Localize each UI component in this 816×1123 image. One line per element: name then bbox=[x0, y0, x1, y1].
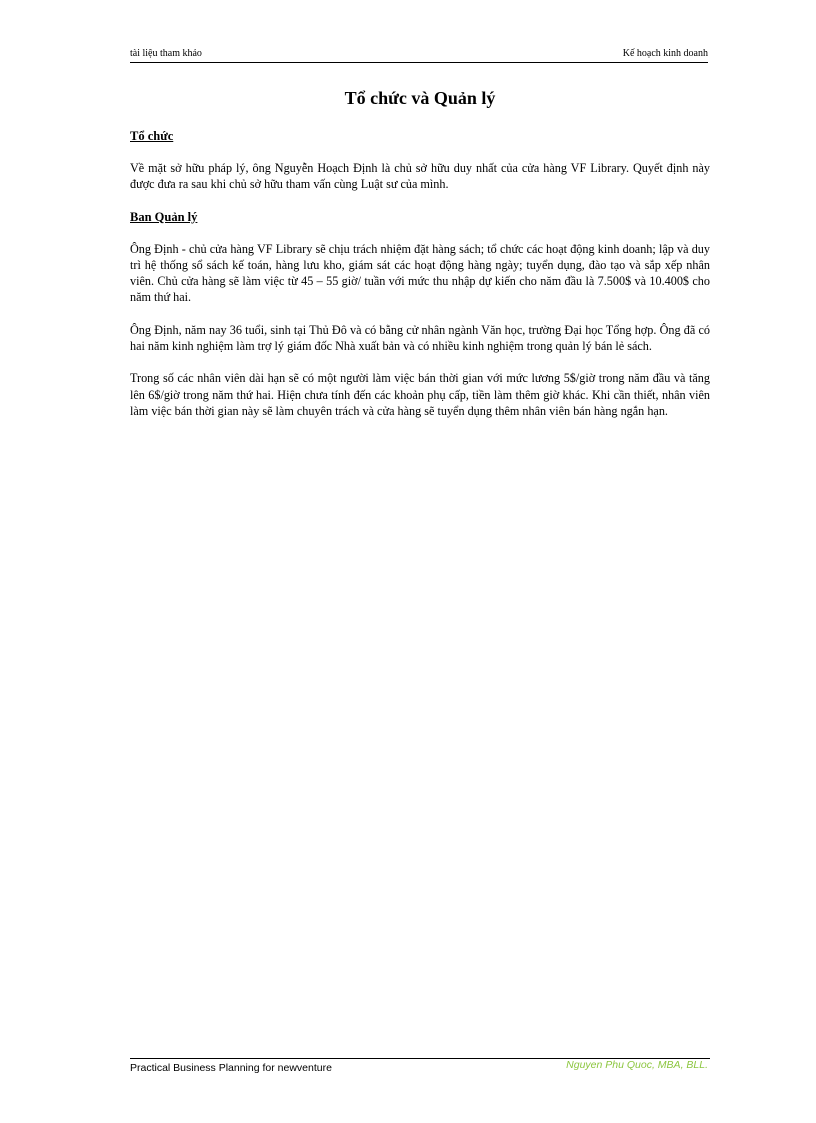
document-body bbox=[130, 86, 710, 435]
paragraph: Về mặt sở hữu pháp lý, ông Nguyễn Hoạch Định là chủ sở hữu duy nhất của cửa hàng VF Library. Quyết định này được đưa ra sau khi chủ sở hữu tham vấn cùng Luật sư của mình. bbox=[130, 161, 710, 192]
page-header bbox=[130, 48, 708, 63]
paragraph: Ông Định, năm nay 36 tuổi, sinh tại Thủ Đô và có bằng cử nhân ngành Văn học, trường Đại học Tổng hợp. Ông đã có hai năm kinh nghiệm làm trợ lý giám đốc Nhà xuất bản và có nhiều kinh nghiệm trong quản lý bán lẻ sách. bbox=[130, 322, 710, 354]
header-left-text: tài liệu tham khảo bbox=[130, 48, 202, 59]
page-footer bbox=[130, 1058, 710, 1075]
footer-author-text: Nguyen Phu Quoc, MBA, BLL. bbox=[566, 1059, 708, 1071]
header-right-text: Kế hoạch kinh doanh bbox=[622, 48, 708, 59]
paragraph: Trong số các nhân viên dài hạn sẽ có một người làm việc bán thời gian với mức lương 5$/giờ trong năm đầu và tăng lên 6$/giờ trong năm thứ hai. Hiện chưa tính đến các khoản phụ cấp, tiền làm thêm giờ khác. Khi cần thiết, nhân viên làm việc bán thời gian này sẽ làm chuyên trách và cửa hàng sẽ tuyển dụng thêm nhân viên bán hàng ngắn hạn. bbox=[130, 371, 710, 418]
section-heading-management: Ban Quản lý bbox=[130, 209, 198, 224]
section-heading-organization: Tổ chức bbox=[130, 129, 174, 143]
footer-left-text: Practical Business Planning for newventure bbox=[130, 1062, 332, 1074]
page-title: Tổ chức và Quản lý bbox=[344, 88, 496, 108]
paragraph: Ông Định - chủ cửa hàng VF Library sẽ chịu trách nhiệm đặt hàng sách; tổ chức các hoạt động kinh doanh; lập và duy trì hệ thống sổ sách kế toán, hàng lưu kho, giám sát các hoạt động hàng ngày; tuyển dụng, đào tạo và sắp xếp nhân viên. Chủ cửa hàng sẽ làm việc từ 45 – 55 giờ/ tuần với mức thu nhập dự kiến cho năm đầu là 7.500$ và 10.400$ cho năm thứ hai. bbox=[130, 241, 710, 305]
